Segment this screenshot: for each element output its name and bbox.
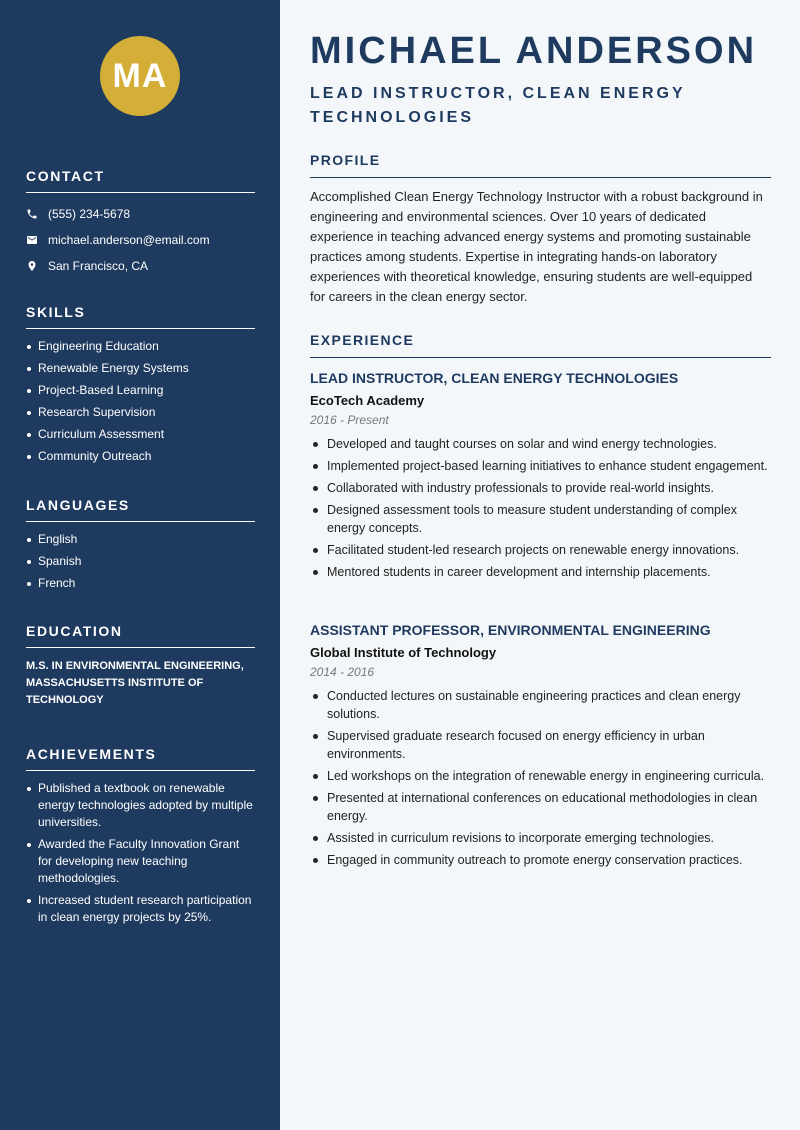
- achievements-list: [26, 780, 255, 926]
- job-bullets: [310, 687, 771, 869]
- skill-item: Renewable Energy Systems: [26, 360, 255, 377]
- candidate-title: LEAD INSTRUCTOR, CLEAN ENERGY TECHNOLOGIES: [310, 85, 686, 126]
- job-dates: 2016 - Present: [310, 413, 389, 427]
- location-pin-icon: [26, 260, 38, 272]
- skill-item: Curriculum Assessment: [26, 426, 255, 443]
- job-bullet: Presented at international conferences on educational methodologies in clean energy.: [310, 789, 771, 825]
- job-bullet: Engaged in community outreach to promote energy conservation practices.: [310, 851, 771, 869]
- contact-list: [26, 201, 255, 279]
- skills-section: [26, 304, 255, 470]
- job-entry: [310, 370, 771, 585]
- job-entry: [310, 622, 771, 873]
- job-company: Global Institute of Technology: [310, 645, 497, 660]
- job-role: LEAD INSTRUCTOR, CLEAN ENERGY TECHNOLOGIES: [310, 370, 679, 386]
- job-role: ASSISTANT PROFESSOR, ENVIRONMENTAL ENGINEERING: [310, 622, 711, 638]
- languages-section: [26, 497, 255, 597]
- achievement-item: Awarded the Faculty Innovation Grant for developing new teaching methodologies.: [26, 836, 255, 887]
- skill-item: Project-Based Learning: [26, 382, 255, 399]
- job-bullet: Assisted in curriculum revisions to incorporate emerging technologies.: [310, 829, 771, 847]
- skill-item: Community Outreach: [26, 448, 255, 465]
- email-icon: [26, 234, 38, 246]
- skills-heading: SKILLS: [26, 304, 255, 329]
- contact-heading: CONTACT: [26, 168, 255, 193]
- phone-text: (555) 234-5678: [48, 207, 131, 221]
- job-bullet: Implemented project-based learning initiatives to enhance student engagement.: [310, 457, 771, 475]
- contact-phone: [26, 201, 255, 227]
- job-bullet: Facilitated student-led research projects on renewable energy innovations.: [310, 541, 771, 559]
- job-bullet: Mentored students in career development and internship placements.: [310, 563, 771, 581]
- language-item: French: [26, 575, 255, 592]
- languages-heading: LANGUAGES: [26, 497, 255, 522]
- skill-item: Research Supervision: [26, 404, 255, 421]
- contact-email: [26, 227, 255, 253]
- email-text: michael.anderson@email.com: [48, 233, 210, 247]
- job-dates: 2014 - 2016: [310, 665, 375, 679]
- education-section: [26, 623, 255, 709]
- candidate-name: MICHAEL ANDERSON: [310, 30, 758, 72]
- skill-item: Engineering Education: [26, 338, 255, 355]
- language-item: Spanish: [26, 553, 255, 570]
- sidebar: [0, 0, 280, 1130]
- education-heading: EDUCATION: [26, 623, 255, 648]
- phone-icon: [26, 208, 38, 220]
- job-bullet: Designed assessment tools to measure student understanding of complex energy concepts.: [310, 501, 771, 537]
- avatar: MA: [100, 36, 180, 116]
- profile-heading: PROFILE: [310, 152, 771, 178]
- contact-section: [26, 168, 255, 279]
- achievements-heading: ACHIEVEMENTS: [26, 746, 255, 771]
- job-bullet: Developed and taught courses on solar and wind energy technologies.: [310, 435, 771, 453]
- job-bullet: Collaborated with industry professionals to provide real-world insights.: [310, 479, 771, 497]
- skills-list: [26, 338, 255, 465]
- job-company: EcoTech Academy: [310, 393, 425, 408]
- education-entry: M.S. IN ENVIRONMENTAL ENGINEERING, MASSACHUSETTS INSTITUTE OF TECHNOLOGY: [26, 660, 244, 706]
- profile-text: Accomplished Clean Energy Technology Instructor with a robust background in engineering and environmental sciences. Over 10 years of dedicated experience in teaching advanced energy systems and promoting sustainable practices among students. Expertise in integrating hands-on laboratory experiences with theoretical knowledge, ensuring students are well-equipped for careers in the clean energy sector.: [310, 189, 763, 304]
- job-bullet: Supervised graduate research focused on energy efficiency in urban environments.: [310, 727, 771, 763]
- job-bullet: Conducted lectures on sustainable engineering practices and clean energy solutions.: [310, 687, 771, 723]
- achievement-item: Increased student research participation in clean energy projects by 25%.: [26, 892, 255, 926]
- language-item: English: [26, 531, 255, 548]
- experience-heading: EXPERIENCE: [310, 332, 771, 358]
- languages-list: [26, 531, 255, 592]
- job-bullets: [310, 435, 771, 581]
- achievement-item: Published a textbook on renewable energy technologies adopted by multiple universities.: [26, 780, 255, 831]
- location-text: San Francisco, CA: [48, 259, 149, 273]
- contact-location: [26, 253, 255, 279]
- job-bullet: Led workshops on the integration of renewable energy in engineering curricula.: [310, 767, 771, 785]
- achievements-section: [26, 746, 255, 931]
